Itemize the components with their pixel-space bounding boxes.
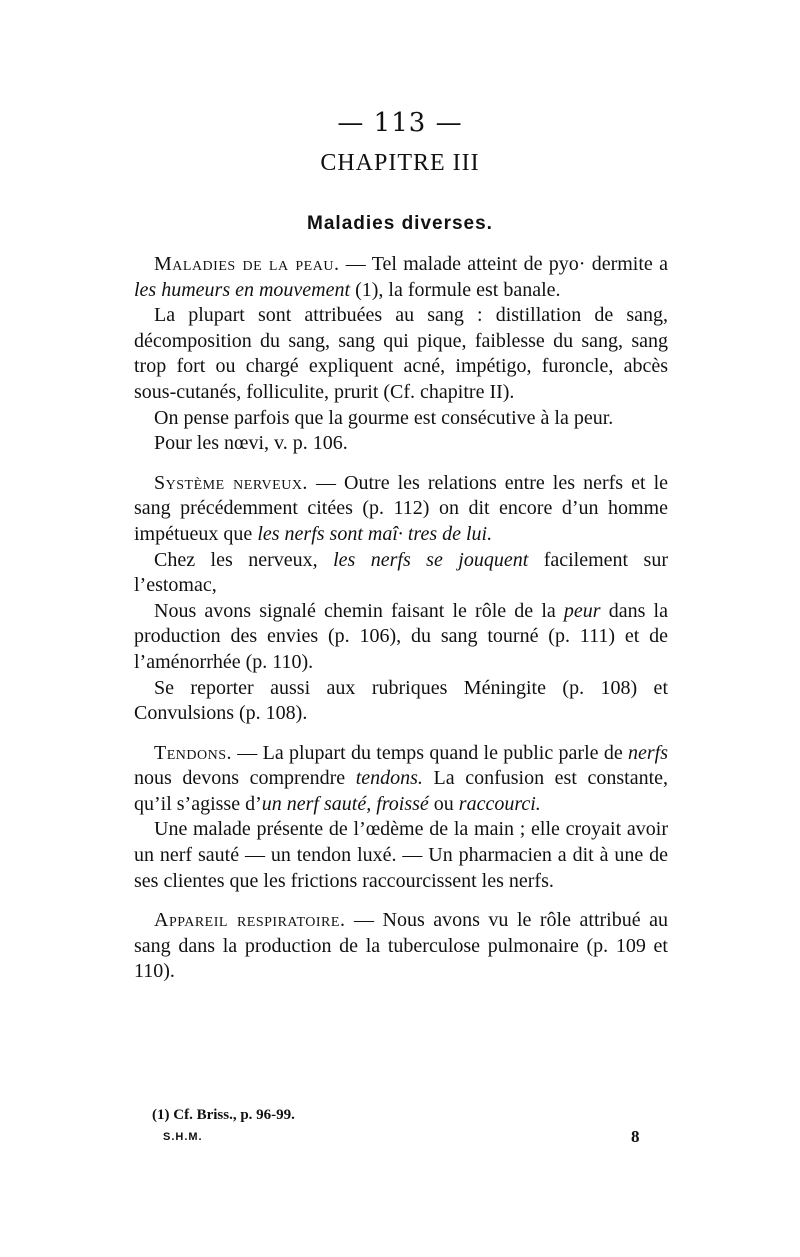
body-text [134, 252, 668, 985]
text-run: facilement sur l’estomac, [134, 548, 668, 597]
text-run: Une malade présente de l’œdème de la main ; elle croyait avoir un nerf sauté — un tendon luxé. — Un pharmacien a dit à une de ses clientes que les frictions raccourcissent les nerfs. [134, 818, 668, 892]
rubric-heading: Système nerveux. [154, 471, 308, 494]
text-run: nous devons comprendre [134, 767, 356, 790]
rubric-heading: Appareil respiratoire. [154, 909, 346, 932]
italic-phrase: les nerfs se jouquent [333, 548, 529, 571]
signature-mark: S.H.M. [163, 1131, 203, 1143]
paragraph-noevi [134, 431, 668, 457]
text-run: Pour les nœvi, v. p. 106. [154, 432, 348, 455]
rubric-heading: Tendons. [154, 741, 232, 764]
italic-phrase: un nerf sauté, froissé [261, 792, 429, 815]
paragraph-peur [134, 599, 668, 676]
italic-phrase: raccourci. [458, 792, 541, 815]
paragraph-oedeme [134, 817, 668, 894]
text-run: ou [428, 792, 459, 815]
signature-number: 8 [631, 1127, 640, 1146]
section-title: Maladies diverses. [307, 213, 493, 234]
paragraph-nerveux [134, 471, 668, 548]
page-number: — 113 — [337, 108, 463, 138]
italic-phrase: nerfs [628, 741, 668, 764]
text-run: Se reporter aussi aux rubriques Méningite (p. 108) et Convulsions (p. 108). [134, 676, 668, 725]
chapter-heading: CHAPITRE III [320, 150, 480, 176]
text-run: La confusion est constante, qu’il s’agisse d’ [134, 767, 669, 815]
paragraph-gourme [134, 406, 668, 432]
text-run: On pense parfois que la gourme est consécutive à la peur. [154, 406, 614, 429]
paragraph-tendons [134, 741, 668, 818]
text-run: Chez les nerveux, [154, 548, 334, 571]
paragraph-respiratoire [134, 908, 668, 985]
italic-phrase: peur [563, 599, 601, 622]
text-run: — Outre les relations entre les nerfs et le sang précédemment citées (p. 112) on dit encore d’un homme impétueux que [134, 471, 669, 545]
footnote: (1) Cf. Briss., p. 96-99. [152, 1107, 295, 1123]
italic-phrase: les nerfs sont maî· tres de lui. [257, 522, 493, 545]
text-run: — Nous avons vu le rôle attribué au sang dans la production de la tuberculose pulmonaire (p. 109 et 110). [134, 909, 668, 983]
rubric-heading: Maladies de la peau. [154, 253, 340, 275]
text-run: Nous avons signalé chemin faisant le rôle de la [154, 599, 564, 622]
text-run: dans la production des envies (p. 106), du sang tourné (p. 111) et de l’aménorrhée (p. 110). [134, 599, 668, 673]
text-run: La plupart sont attribuées au sang : distillation de sang, décomposition du sang, sang qui pique, faiblesse du sang, sang trop fort ou chargé expliquent acné, impétigo, furoncle, abcès sous-cutanés, folliculite, prurit (Cf. chapitre II). [134, 304, 668, 403]
text-run: — Tel malade atteint de pyo· dermite a [339, 253, 668, 275]
paragraph-meningite [134, 676, 668, 727]
paragraph-peau [134, 252, 668, 303]
paragraph-estomac [134, 548, 668, 599]
italic-phrase: les humeurs en mouvement [134, 278, 351, 301]
text-run: (1), la formule est banale. [350, 278, 561, 301]
text-run: — La plupart du temps quand le public parle de [232, 741, 628, 764]
paragraph-sang [134, 303, 668, 405]
italic-phrase: tendons. [355, 767, 423, 790]
